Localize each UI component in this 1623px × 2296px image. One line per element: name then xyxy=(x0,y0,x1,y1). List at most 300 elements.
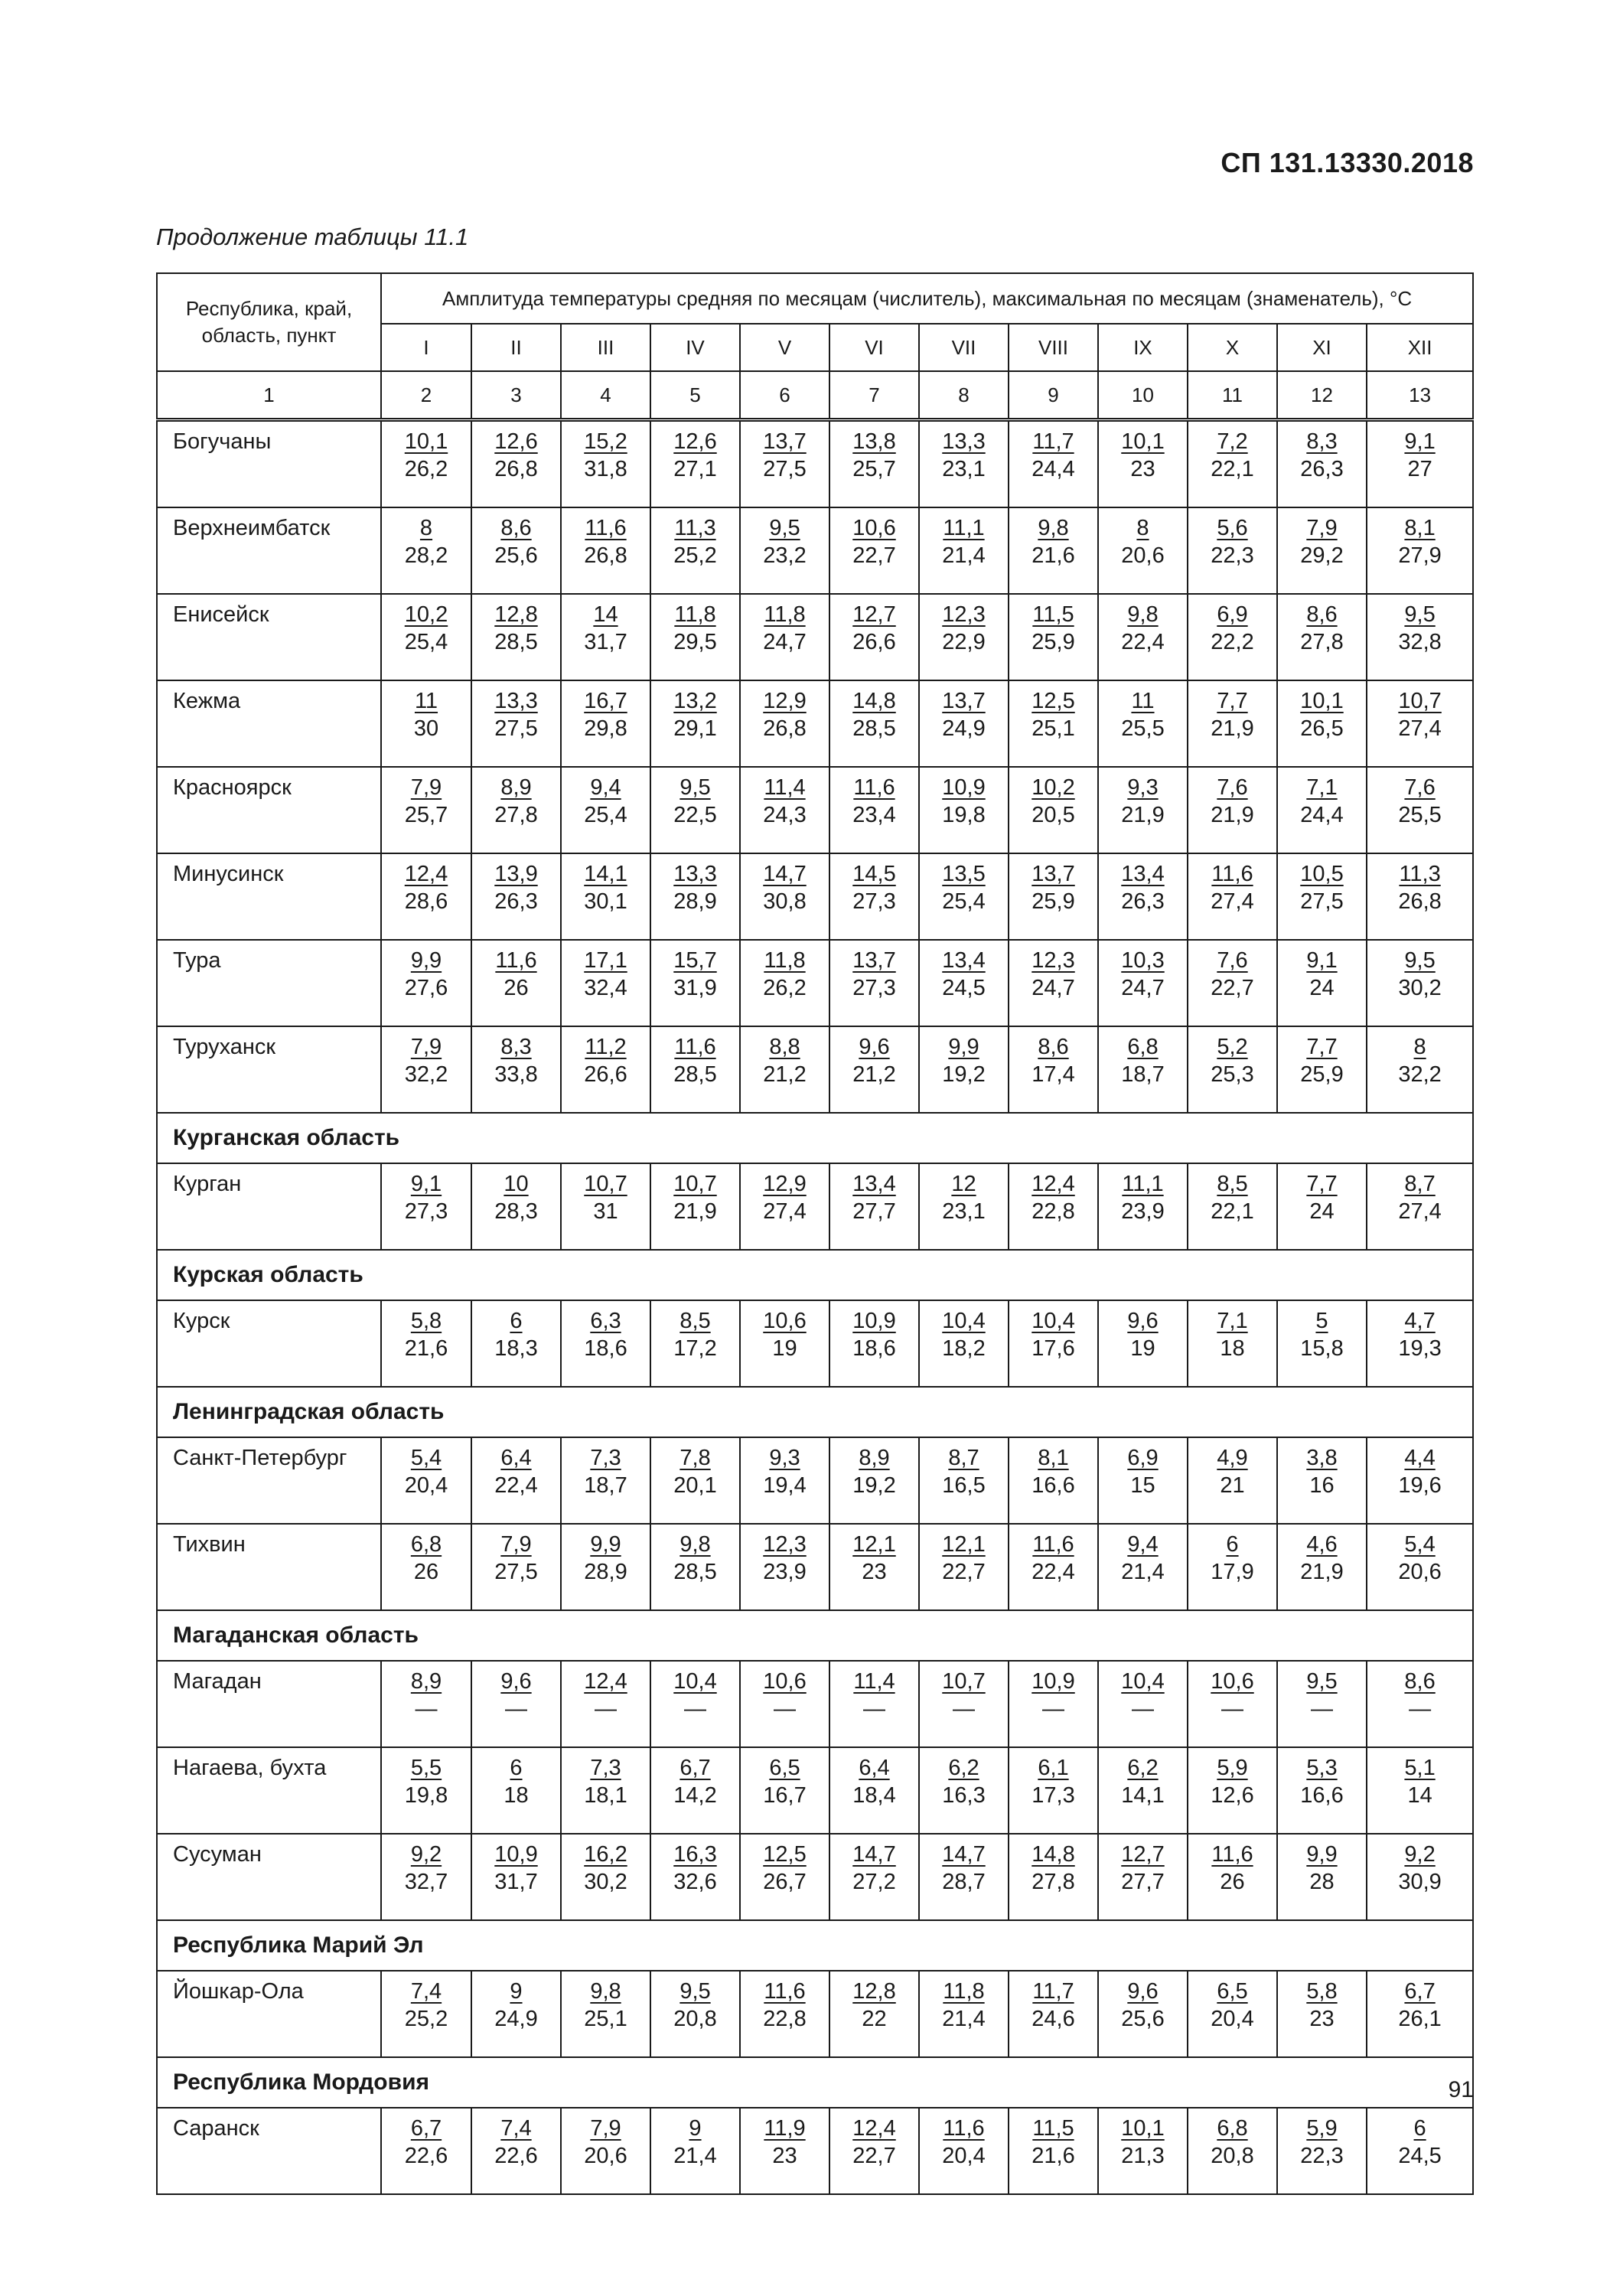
mean-amplitude: 7,6 xyxy=(1217,948,1248,973)
amplitude-cell xyxy=(1367,1661,1473,1747)
table-row xyxy=(157,1300,1473,1387)
max-amplitude: 22,5 xyxy=(673,803,717,827)
mean-amplitude: 12,5 xyxy=(1031,689,1075,713)
amplitude-cell xyxy=(650,2108,740,2194)
amplitude-cell xyxy=(1098,2108,1188,2194)
max-amplitude: 23 xyxy=(1309,2007,1335,2031)
max-amplitude: — xyxy=(684,1697,706,1721)
amplitude-cell xyxy=(1098,507,1188,594)
table-row xyxy=(157,2108,1473,2194)
mean-amplitude: 7,4 xyxy=(410,1979,442,2004)
max-amplitude: — xyxy=(505,1697,527,1721)
amplitude-cell xyxy=(1367,2108,1473,2194)
amplitude-cell xyxy=(561,1834,650,1920)
station-name: Йошкар-Ола xyxy=(157,1971,381,2057)
mean-amplitude: 7,9 xyxy=(500,1532,532,1557)
max-amplitude: 20,8 xyxy=(673,2007,717,2031)
max-amplitude: 21,9 xyxy=(1211,803,1254,827)
max-amplitude: 21,9 xyxy=(673,1199,717,1224)
max-amplitude: 27 xyxy=(1407,457,1432,481)
mean-amplitude: 11,6 xyxy=(495,948,537,973)
max-amplitude: 25,4 xyxy=(942,889,986,914)
amplitude-cell xyxy=(650,1163,740,1250)
mean-amplitude: 7,3 xyxy=(590,1446,621,1470)
max-amplitude: 22,8 xyxy=(763,2007,807,2031)
max-amplitude: 22 xyxy=(862,2007,887,2031)
amplitude-cell xyxy=(1009,1971,1098,2057)
mean-amplitude: 9,5 xyxy=(680,1979,711,2004)
region-row xyxy=(157,1920,1473,1971)
mean-amplitude: 14,8 xyxy=(1031,1842,1075,1867)
amplitude-cell xyxy=(561,1437,650,1524)
max-amplitude: 28,5 xyxy=(852,716,896,741)
amplitude-cell xyxy=(650,507,740,594)
amplitude-cell xyxy=(1009,1661,1098,1747)
amplitude-cell xyxy=(1009,420,1098,508)
amplitude-cell xyxy=(919,420,1009,508)
mean-amplitude: 10,4 xyxy=(1031,1309,1075,1333)
mean-amplitude: 11,4 xyxy=(764,775,806,800)
amplitude-cell xyxy=(829,1163,919,1250)
amplitude-cell xyxy=(381,1026,471,1113)
amplitude-cell xyxy=(1098,594,1188,680)
max-amplitude: 26,8 xyxy=(1398,889,1442,914)
amplitude-cell xyxy=(1367,1971,1473,2057)
max-amplitude: 21,4 xyxy=(942,2007,986,2031)
amplitude-cell xyxy=(1277,1437,1367,1524)
max-amplitude: 22,3 xyxy=(1300,2144,1344,2168)
max-amplitude: 25,2 xyxy=(404,2007,448,2031)
mean-amplitude: 5,5 xyxy=(410,1756,442,1780)
max-amplitude: 17,6 xyxy=(1031,1336,1075,1361)
mean-amplitude: 9,6 xyxy=(1127,1309,1159,1333)
amplitude-cell xyxy=(919,1747,1009,1834)
station-name: Курск xyxy=(157,1300,381,1387)
mean-amplitude: 7,6 xyxy=(1404,775,1436,800)
amplitude-cell xyxy=(1009,507,1098,594)
max-amplitude: 27,5 xyxy=(494,1560,538,1584)
max-amplitude: 27,8 xyxy=(1300,630,1344,654)
amplitude-cell xyxy=(1009,767,1098,853)
max-amplitude: 33,8 xyxy=(494,1062,538,1087)
max-amplitude: 20,6 xyxy=(1121,543,1165,568)
mean-amplitude: 9,8 xyxy=(1127,602,1159,627)
amplitude-cell xyxy=(1277,1971,1367,2057)
mean-amplitude: 9,5 xyxy=(680,775,711,800)
amplitude-cell xyxy=(561,1524,650,1610)
amplitude-cell xyxy=(1009,2108,1098,2194)
mean-amplitude: 7,3 xyxy=(590,1756,621,1780)
max-amplitude: 26,7 xyxy=(763,1870,807,1894)
amplitude-cell xyxy=(1277,507,1367,594)
max-amplitude: 20,5 xyxy=(1031,803,1075,827)
region-name: Ленинградская область xyxy=(157,1387,1473,1437)
max-amplitude: 16,5 xyxy=(942,1473,986,1498)
amplitude-cell xyxy=(1188,1747,1277,1834)
mean-amplitude: 11,6 xyxy=(674,1035,716,1059)
amplitude-cell xyxy=(650,1834,740,1920)
amplitude-cell xyxy=(829,1971,919,2057)
max-amplitude: 25,9 xyxy=(1031,889,1075,914)
max-amplitude: 27,4 xyxy=(1398,716,1442,741)
amplitude-cell xyxy=(650,1524,740,1610)
amplitude-cell xyxy=(381,594,471,680)
region-column-header: Республика, край, область, пункт xyxy=(157,273,381,371)
table-row xyxy=(157,594,1473,680)
amplitude-cell xyxy=(919,2108,1009,2194)
max-amplitude: 16,7 xyxy=(763,1783,807,1808)
amplitude-cell xyxy=(381,1661,471,1747)
amplitude-cell xyxy=(1367,1747,1473,1834)
mean-amplitude: 7,6 xyxy=(1217,775,1248,800)
mean-amplitude: 6,8 xyxy=(410,1532,442,1557)
max-amplitude: 31,7 xyxy=(584,630,627,654)
max-amplitude: 24,9 xyxy=(942,716,986,741)
max-amplitude: 26,3 xyxy=(1300,457,1344,481)
amplitude-cell xyxy=(471,680,561,767)
amplitude-cell xyxy=(1009,1834,1098,1920)
max-amplitude: 28,2 xyxy=(404,543,448,568)
amplitude-cell xyxy=(650,1300,740,1387)
max-amplitude: 26,2 xyxy=(404,457,448,481)
mean-amplitude: 10,7 xyxy=(673,1172,717,1196)
mean-amplitude: 5,8 xyxy=(410,1309,442,1333)
amplitude-cell xyxy=(381,1524,471,1610)
mean-amplitude: 14,7 xyxy=(852,1842,896,1867)
max-amplitude: 21,4 xyxy=(673,2144,717,2168)
amplitude-cell xyxy=(381,680,471,767)
amplitude-cell xyxy=(1188,1971,1277,2057)
table-row xyxy=(157,853,1473,940)
max-amplitude: 25,9 xyxy=(1300,1062,1344,1087)
amplitude-cell xyxy=(650,1437,740,1524)
mean-amplitude: 13,3 xyxy=(673,862,717,886)
station-name: Магадан xyxy=(157,1661,381,1747)
amplitude-cell xyxy=(829,1300,919,1387)
max-amplitude: 26,3 xyxy=(494,889,538,914)
amplitude-cell xyxy=(740,1300,829,1387)
max-amplitude: 24,9 xyxy=(494,2007,538,2031)
amplitude-cell xyxy=(1009,1524,1098,1610)
max-amplitude: 32,6 xyxy=(673,1870,717,1894)
max-amplitude: 26,6 xyxy=(584,1062,627,1087)
mean-amplitude: 12,4 xyxy=(1031,1172,1075,1196)
amplitude-cell xyxy=(919,767,1009,853)
mean-amplitude: 11,5 xyxy=(1032,2116,1074,2141)
amplitude-cell xyxy=(381,1834,471,1920)
max-amplitude: 27,7 xyxy=(852,1199,896,1224)
mean-amplitude: 9,5 xyxy=(1404,948,1436,973)
region-name: Магаданская область xyxy=(157,1610,1473,1661)
max-amplitude: 29,8 xyxy=(584,716,627,741)
max-amplitude: 21 xyxy=(1220,1473,1245,1498)
amplitude-cell xyxy=(1277,940,1367,1026)
mean-amplitude: 5,1 xyxy=(1404,1756,1436,1780)
mean-amplitude: 13,4 xyxy=(942,948,986,973)
month-header: XI xyxy=(1277,324,1367,371)
mean-amplitude: 10,9 xyxy=(852,1309,896,1333)
mean-amplitude: 7,9 xyxy=(410,1035,442,1059)
max-amplitude: 22,4 xyxy=(494,1473,538,1498)
mean-amplitude: 9,9 xyxy=(1306,1842,1338,1867)
mean-amplitude: 12,6 xyxy=(494,429,538,454)
max-amplitude: 16,6 xyxy=(1300,1783,1344,1808)
max-amplitude: 21,9 xyxy=(1300,1560,1344,1584)
amplitude-cell xyxy=(1367,680,1473,767)
station-name: Красноярск xyxy=(157,767,381,853)
amplitude-cell xyxy=(561,1163,650,1250)
max-amplitude: 24,6 xyxy=(1031,2007,1075,2031)
amplitude-cell xyxy=(381,853,471,940)
mean-amplitude: 12,3 xyxy=(1031,948,1075,973)
mean-amplitude: 11,3 xyxy=(674,516,716,540)
amplitude-cell xyxy=(919,853,1009,940)
mean-amplitude: 3,8 xyxy=(1306,1446,1338,1470)
mean-amplitude: 11 xyxy=(1131,689,1155,713)
max-amplitude: 23,9 xyxy=(763,1560,807,1584)
amplitude-cell xyxy=(919,680,1009,767)
max-amplitude: 28,5 xyxy=(494,630,538,654)
amplitude-cell xyxy=(650,1971,740,2057)
mean-amplitude: 12,5 xyxy=(763,1842,807,1867)
amplitude-cell xyxy=(829,853,919,940)
amplitude-cell xyxy=(650,853,740,940)
mean-amplitude: 11,1 xyxy=(1122,1172,1164,1196)
region-name: Республика Марий Эл xyxy=(157,1920,1473,1971)
max-amplitude: 17,9 xyxy=(1211,1560,1254,1584)
mean-amplitude: 5,6 xyxy=(1217,516,1248,540)
mean-amplitude: 9,1 xyxy=(1306,948,1338,973)
max-amplitude: — xyxy=(1221,1697,1243,1721)
max-amplitude: 22,6 xyxy=(404,2144,448,2168)
max-amplitude: 24,7 xyxy=(1121,976,1165,1000)
amplitude-cell xyxy=(471,2108,561,2194)
mean-amplitude: 11,4 xyxy=(853,1669,895,1694)
mean-amplitude: 8 xyxy=(419,516,433,540)
station-name: Тихвин xyxy=(157,1524,381,1610)
max-amplitude: 16,3 xyxy=(942,1783,986,1808)
max-amplitude: 22,7 xyxy=(852,543,896,568)
mean-amplitude: 8,6 xyxy=(500,516,532,540)
amplitude-cell xyxy=(740,1661,829,1747)
table-row xyxy=(157,940,1473,1026)
mean-amplitude: 6,4 xyxy=(859,1756,890,1780)
mean-amplitude: 13,7 xyxy=(1031,862,1075,886)
mean-amplitude: 12,9 xyxy=(763,689,807,713)
amplitude-cell xyxy=(1277,594,1367,680)
amplitude-cell xyxy=(1277,1661,1367,1747)
mean-amplitude: 16,3 xyxy=(673,1842,717,1867)
max-amplitude: 28,9 xyxy=(673,889,717,914)
max-amplitude: 27,1 xyxy=(673,457,717,481)
amplitude-cell xyxy=(1188,507,1277,594)
region-row xyxy=(157,1610,1473,1661)
max-amplitude: 21,2 xyxy=(852,1062,896,1087)
amplitude-cell xyxy=(1277,1300,1367,1387)
max-amplitude: 26,6 xyxy=(852,630,896,654)
mean-amplitude: 8,9 xyxy=(859,1446,890,1470)
amplitude-cell xyxy=(1367,1026,1473,1113)
amplitude-cell xyxy=(829,1026,919,1113)
mean-amplitude: 10,1 xyxy=(1300,689,1344,713)
region-name: Республика Мордовия xyxy=(157,2057,1473,2108)
amplitude-cell xyxy=(561,680,650,767)
max-amplitude: 25,4 xyxy=(404,630,448,654)
mean-amplitude: 8 xyxy=(1136,516,1149,540)
amplitude-cell xyxy=(1098,1163,1188,1250)
month-header: IX xyxy=(1098,324,1188,371)
station-name: Санкт-Петербург xyxy=(157,1437,381,1524)
month-header: X xyxy=(1188,324,1277,371)
page-number: 91 xyxy=(1448,2077,1474,2102)
amplitude-cell xyxy=(919,940,1009,1026)
mean-amplitude: 10,2 xyxy=(404,602,448,627)
max-amplitude: — xyxy=(1311,1697,1333,1721)
max-amplitude: 30,1 xyxy=(584,889,627,914)
mean-amplitude: 4,9 xyxy=(1217,1446,1248,1470)
max-amplitude: 23 xyxy=(1130,457,1155,481)
amplitude-cell xyxy=(650,594,740,680)
amplitude-cell xyxy=(740,767,829,853)
amplitude-cell xyxy=(1367,1300,1473,1387)
mean-amplitude: 8,1 xyxy=(1038,1446,1069,1470)
max-amplitude: 24,3 xyxy=(763,803,807,827)
mean-amplitude: 5,9 xyxy=(1217,1756,1248,1780)
max-amplitude: 18,7 xyxy=(584,1473,627,1498)
max-amplitude: 16 xyxy=(1309,1473,1335,1498)
max-amplitude: 21,2 xyxy=(763,1062,807,1087)
mean-amplitude: 8,6 xyxy=(1306,602,1338,627)
amplitude-cell xyxy=(1367,594,1473,680)
max-amplitude: 27,3 xyxy=(852,976,896,1000)
amplitude-cell xyxy=(471,1524,561,1610)
max-amplitude: 27,9 xyxy=(1398,543,1442,568)
amplitude-cell xyxy=(1009,594,1098,680)
max-amplitude: 25,1 xyxy=(584,2007,627,2031)
amplitude-cell xyxy=(919,1971,1009,2057)
max-amplitude: 25,2 xyxy=(673,543,717,568)
mean-amplitude: 11,6 xyxy=(764,1979,806,2004)
mean-amplitude: 11,7 xyxy=(1032,1979,1074,2004)
max-amplitude: 27,7 xyxy=(1121,1870,1165,1894)
mean-amplitude: 12,8 xyxy=(494,602,538,627)
max-amplitude: 18,1 xyxy=(584,1783,627,1808)
mean-amplitude: 13,7 xyxy=(852,948,896,973)
amplitude-cell xyxy=(1277,1747,1367,1834)
max-amplitude: 23,1 xyxy=(942,457,986,481)
mean-amplitude: 11,7 xyxy=(1032,429,1074,454)
max-amplitude: 30,2 xyxy=(584,1870,627,1894)
max-amplitude: 26 xyxy=(413,1560,439,1584)
max-amplitude: 17,3 xyxy=(1031,1783,1075,1808)
amplitude-cell xyxy=(1098,1026,1188,1113)
mean-amplitude: 10,9 xyxy=(1031,1669,1075,1694)
amplitude-cell xyxy=(561,1747,650,1834)
mean-amplitude: 6,7 xyxy=(1404,1979,1436,2004)
station-name: Тура xyxy=(157,940,381,1026)
mean-amplitude: 9,9 xyxy=(590,1532,621,1557)
station-name: Енисейск xyxy=(157,594,381,680)
table-row xyxy=(157,507,1473,594)
amplitude-cell xyxy=(1009,940,1098,1026)
amplitude-cell xyxy=(471,507,561,594)
mean-amplitude: 12,1 xyxy=(852,1532,896,1557)
amplitude-cell xyxy=(1098,1971,1188,2057)
amplitude-cell xyxy=(1098,767,1188,853)
table-row xyxy=(157,1524,1473,1610)
amplitude-cell xyxy=(1098,680,1188,767)
mean-amplitude: 9,3 xyxy=(769,1446,800,1470)
mean-amplitude: 9,8 xyxy=(590,1979,621,2004)
amplitude-cell xyxy=(740,680,829,767)
max-amplitude: 23,2 xyxy=(763,543,807,568)
amplitude-cell xyxy=(829,2108,919,2194)
mean-amplitude: 9,1 xyxy=(1404,429,1436,454)
amplitude-cell xyxy=(1009,1437,1098,1524)
mean-amplitude: 11,1 xyxy=(943,516,985,540)
max-amplitude: 19 xyxy=(1130,1336,1155,1361)
max-amplitude: 18 xyxy=(1220,1336,1245,1361)
amplitude-cell xyxy=(1277,420,1367,508)
mean-amplitude: 6,8 xyxy=(1127,1035,1159,1059)
amplitude-cell xyxy=(829,507,919,594)
mean-amplitude: 6 xyxy=(510,1309,523,1333)
amplitude-cell xyxy=(471,420,561,508)
max-amplitude: 18,4 xyxy=(852,1783,896,1808)
max-amplitude: 26,5 xyxy=(1300,716,1344,741)
mean-amplitude: 6,4 xyxy=(500,1446,532,1470)
column-number: 2 xyxy=(381,371,471,420)
amplitude-cell xyxy=(740,1971,829,2057)
mean-amplitude: 10,5 xyxy=(1300,862,1344,886)
mean-amplitude: 8,7 xyxy=(948,1446,979,1470)
max-amplitude: 19,3 xyxy=(1398,1336,1442,1361)
mean-amplitude: 12,1 xyxy=(942,1532,986,1557)
max-amplitude: 23,1 xyxy=(942,1199,986,1224)
mean-amplitude: 14 xyxy=(593,602,618,627)
amplitude-cell xyxy=(561,853,650,940)
amplitude-cell xyxy=(1277,1524,1367,1610)
max-amplitude: 19,6 xyxy=(1398,1473,1442,1498)
max-amplitude: 27,8 xyxy=(494,803,538,827)
mean-amplitude: 9,6 xyxy=(1127,1979,1159,2004)
max-amplitude: 22,8 xyxy=(1031,1199,1075,1224)
max-amplitude: 19,2 xyxy=(852,1473,896,1498)
amplitude-cell xyxy=(1009,853,1098,940)
table-body xyxy=(157,420,1473,2195)
amplitude-cell xyxy=(1367,940,1473,1026)
mean-amplitude: 10,4 xyxy=(673,1669,717,1694)
mean-amplitude: 6,8 xyxy=(1217,2116,1248,2141)
max-amplitude: 22,7 xyxy=(852,2144,896,2168)
max-amplitude: 28,6 xyxy=(404,889,448,914)
station-name: Сусуман xyxy=(157,1834,381,1920)
mean-amplitude: 4,6 xyxy=(1306,1532,1338,1557)
amplitude-cell xyxy=(561,940,650,1026)
table-row xyxy=(157,1026,1473,1113)
max-amplitude: 27,6 xyxy=(404,976,448,1000)
mean-amplitude: 8,3 xyxy=(500,1035,532,1059)
mean-amplitude: 9,2 xyxy=(410,1842,442,1867)
mean-amplitude: 10,3 xyxy=(1121,948,1165,973)
mean-amplitude: 10,7 xyxy=(584,1172,627,1196)
mean-amplitude: 6,9 xyxy=(1217,602,1248,627)
amplitude-cell xyxy=(1098,1437,1188,1524)
mean-amplitude: 13,7 xyxy=(763,429,807,454)
amplitude-cell xyxy=(381,507,471,594)
mean-amplitude: 11,8 xyxy=(764,948,806,973)
max-amplitude: 28,5 xyxy=(673,1062,717,1087)
